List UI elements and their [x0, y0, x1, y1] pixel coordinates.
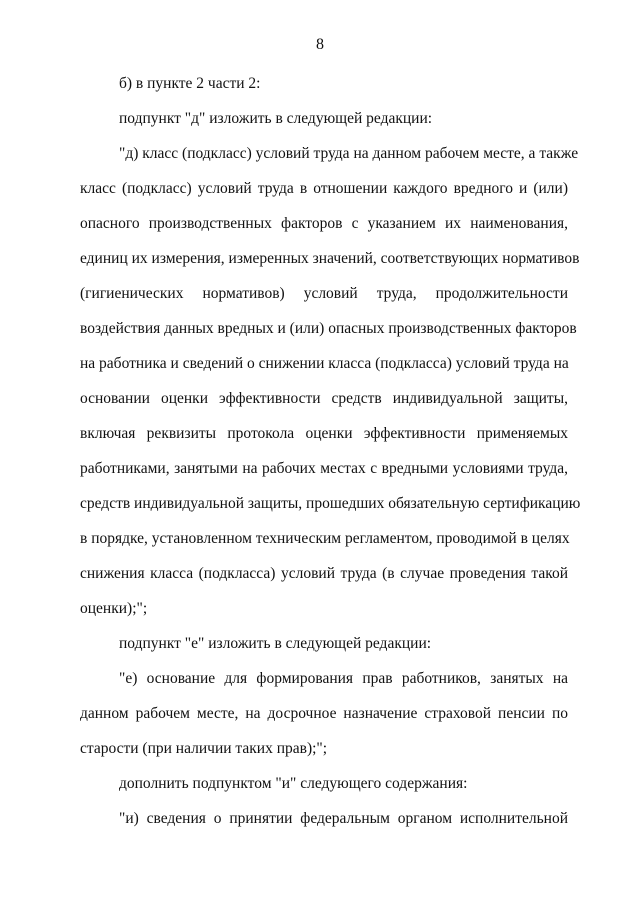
- text-line: "е) основание для формирования прав работников, занятых на: [119, 670, 568, 687]
- text-line: данном рабочем месте, на досрочное назначение страховой пенсии по: [80, 705, 568, 722]
- text-line: на работника и сведений о снижении класса (подкласса) условий труда на: [80, 355, 569, 372]
- text-line: воздействия данных вредных и (или) опасных производственных факторов: [80, 320, 577, 337]
- text-line: опасного производственных факторов с указанием их наименования,: [80, 215, 568, 232]
- text-line: единиц их измерения, измеренных значений, соответствующих нормативов: [80, 250, 580, 267]
- text-line: основании оценки эффективности средств индивидуальной защиты,: [80, 390, 568, 407]
- page-number: 8: [316, 36, 324, 53]
- text-line: снижения класса (подкласса) условий труда (в случае проведения такой: [80, 565, 568, 582]
- text-line: подпункт "е" изложить в следующей редакции:: [119, 635, 432, 652]
- text-line: средств индивидуальной защиты, прошедших обязательную сертификацию: [80, 495, 581, 512]
- text-line: в порядке, установленном техническим регламентом, проводимой в целях: [80, 530, 570, 547]
- text-line: подпункт "д" изложить в следующей редакции:: [119, 110, 433, 127]
- text-line: "и) сведения о принятии федеральным органом исполнительной: [119, 810, 568, 827]
- text-line: оценки);";: [80, 600, 148, 617]
- text-line: класс (подкласс) условий труда в отношении каждого вредного и (или): [80, 180, 568, 197]
- text-line: б) в пункте 2 части 2:: [119, 75, 261, 92]
- text-line: дополнить подпунктом "и" следующего содержания:: [119, 775, 468, 792]
- text-line: включая реквизиты протокола оценки эффективности применяемых: [80, 425, 568, 442]
- text-line: "д) класс (подкласс) условий труда на данном рабочем месте, а также: [119, 145, 579, 162]
- text-line: старости (при наличии таких прав);";: [80, 740, 328, 757]
- text-line: работниками, занятыми на рабочих местах с вредными условиями труда,: [80, 460, 568, 477]
- text-line: (гигиенических нормативов) условий труда, продолжительности: [80, 285, 568, 302]
